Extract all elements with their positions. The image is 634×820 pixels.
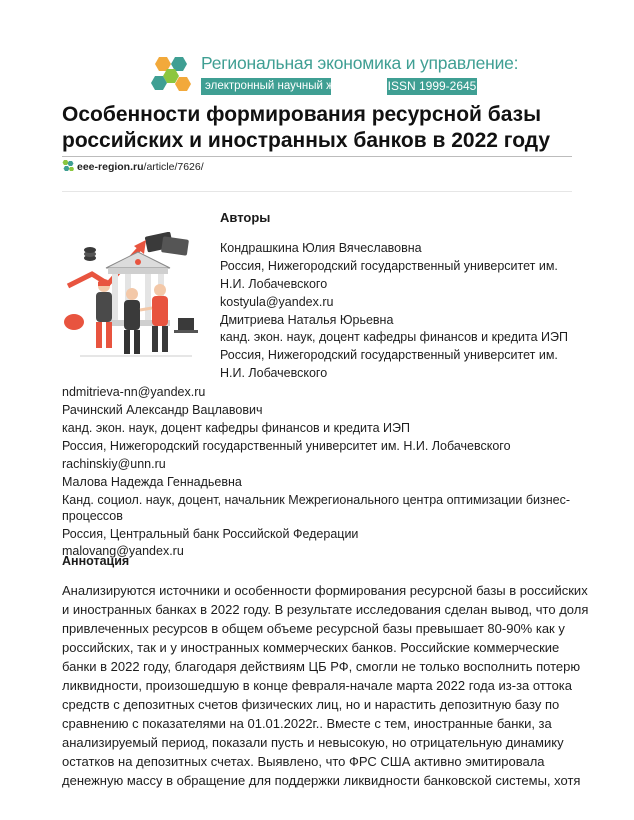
author-affiliation: Россия, Нижегородский государственный университет им. xyxy=(220,259,558,273)
author-degree: процессов xyxy=(62,509,123,523)
journal-issn: ISSN 1999-2645 xyxy=(387,79,477,93)
abstract-line: банки в 2022 году, благодаря действиям ЦБ РФ, смогли не только восполнить потерю xyxy=(62,659,581,674)
abstract-line: и иностранных банках в 2022 году. В результате исследования сделан вывод, что доля xyxy=(62,602,589,617)
site-favicon-icon xyxy=(62,160,74,172)
journal-subtitle: электронный научный журнал xyxy=(201,78,331,95)
title-divider xyxy=(62,156,572,157)
author-affiliation: Россия, Нижегородский государственный университет им. Н.И. Лобачевского xyxy=(62,439,511,453)
hexagon-cluster-icon xyxy=(151,55,195,95)
abstract-line: средств с депозитных счетов физических лиц, но и нарастить депозитную базу по xyxy=(62,697,560,712)
abstract-line: остатков на депозитных счетах. Выявлено, что ФРС США активно эмитировала xyxy=(62,754,545,769)
abstract-text xyxy=(62,581,592,790)
author-degree: канд. экон. наук, доцент кафедры финансов и кредита ИЭП xyxy=(62,421,410,435)
author-affiliation: Н.И. Лобачевского xyxy=(220,277,328,291)
source-domain: eee-region.ru xyxy=(77,161,144,173)
author-email[interactable]: malovang@yandex.ru xyxy=(62,544,184,558)
abstract-line: Анализируются источники и особенности формирования ресурсной базы в российских xyxy=(62,583,588,598)
article-title: Особенности формирования ресурсной базы российских и иностранных банков в 2022 году xyxy=(62,103,551,152)
annotation-heading: Аннотация xyxy=(62,554,130,568)
journal-title: Региональная экономика и управление: xyxy=(201,53,519,73)
abstract-line: ликвидности, произошедшую в конце февраля-начале марта 2022 года из-за оттока xyxy=(62,678,573,693)
author-name: Кондрашкина Юлия Вячеславовна xyxy=(220,241,422,255)
abstract-line: привлеченных ресурсов в общем объеме ресурсной базы превышает 80-90% как у xyxy=(62,621,565,636)
source-link[interactable] xyxy=(62,160,204,173)
abstract-line: российских, так и у иностранных коммерческих банков. Российские коммерческие xyxy=(62,640,560,655)
author-affiliation: Н.И. Лобачевского xyxy=(220,366,328,380)
author-degree: Канд. социол. наук, доцент, начальник Межрегионального центра оптимизации бизнес- xyxy=(62,493,570,507)
abstract-line: анализируемый период, показали пусть и невысокую, но отрицательную динамику xyxy=(62,735,564,750)
abstract-line: сравнению с показателями на 01.01.2022г.. Вместе с тем, иностранные банки, за xyxy=(62,716,552,731)
author-name: Дмитриева Наталья Юрьевна xyxy=(220,313,394,327)
author-email[interactable]: ndmitrieva-nn@yandex.ru xyxy=(62,385,206,399)
journal-masthead xyxy=(151,53,519,97)
abstract-line: денежную массу в обращение для поддержки ликвидности банковской системы, хотя xyxy=(62,773,581,788)
author-name: Рачинский Александр Вацлавович xyxy=(62,403,263,417)
author-affiliation: Россия, Центральный банк Российской Федерации xyxy=(62,527,359,541)
author-email[interactable]: rachinskiy@unn.ru xyxy=(62,457,166,471)
author-degree: канд. экон. наук, доцент кафедры финансов и кредита ИЭП xyxy=(220,330,568,344)
source-path: /article/7626/ xyxy=(143,161,204,173)
author-name: Малова Надежда Геннадьевна xyxy=(62,475,242,489)
author-affiliation: Россия, Нижегородский государственный университет им. xyxy=(220,348,558,362)
authors-heading: Авторы xyxy=(220,210,271,225)
author-email[interactable]: kostyula@yandex.ru xyxy=(220,295,334,309)
source-divider xyxy=(62,191,572,192)
bank-illustration xyxy=(62,232,198,362)
